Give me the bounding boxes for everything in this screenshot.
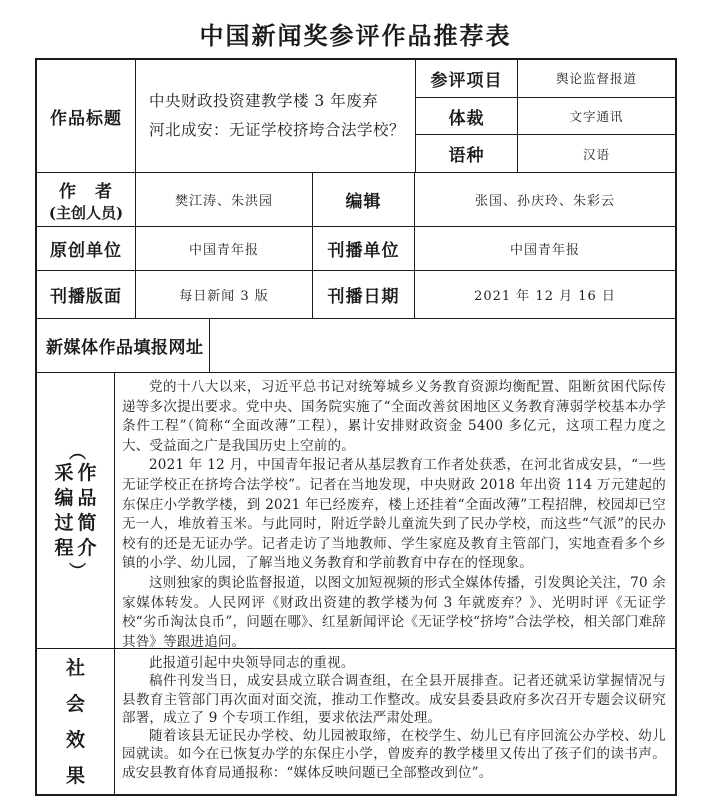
row-new-media-url (37, 318, 675, 372)
original-unit-value: 中国青年报 (135, 227, 312, 270)
author-label-line1: 作 者 (59, 181, 113, 202)
recommendation-form-table (35, 58, 677, 796)
social-paragraph-1: 此报道引起中央领导同志的重视。 (149, 655, 355, 671)
social-effect-label-cell (37, 649, 114, 794)
summary-paragraph-1: 党的十八大以来，习近平总书记对统筹城乡义务教育资源均衡配置、阻断贫困代际传递等多次提出要求。党中央、国务院实施了“全面改善贫困地区义务教育薄弱学校基本办学条件工程”（简称“全面改薄”工程），累计安排财政资金 5400 多亿元，这项工程力度之大、受益面之广是我国历史上空前的。 (122, 379, 666, 454)
author-label (37, 173, 135, 226)
row-entry-category (416, 60, 675, 97)
social-paragraph-2: 稿件刊发当日，成安县成立联合调查组，在全县开展排查。记者还就采访掌握情况与县教育主管部门再次面对面交流，推动工作整改。成安县委县政府多次召开专题会议研究部署，成立了 9 个专项工作组，要求依法严肃处理。 (122, 673, 666, 726)
row-language (416, 134, 675, 172)
publish-unit-label: 刊播单位 (312, 227, 414, 270)
row-work-title (37, 60, 675, 172)
row-units (37, 226, 675, 270)
genre-value: 文字通讯 (517, 98, 675, 135)
author-label-line2: (主创人员) (48, 203, 124, 222)
summary-paragraph-2: 2021 年 12 月，中国青年报记者从基层教育工作者处获悉，在河北省成安县，“一些无证学校正在挤垮合法学校”。记者在当地发现，中央财政 2018 年出资 114 万元建起的东保庄小学教学楼，到 2021 年已经废弃，楼上还挂着“全面改薄”工程招牌，校园却已空无一人，堆放着玉米。与此同时，附近学龄儿童流失到了民办学校，而这些“气派”的民办校有的还是无证办学。记者走访了当地教师、学生家庭及教育主管部门，实地查看多个乡镇的小学、幼儿园，了解当地义务教育和学前教育中存在的怪现象。 (122, 457, 666, 572)
social-effect-paragraphs (122, 654, 666, 782)
summary-content (114, 373, 675, 648)
row-genre (416, 97, 675, 135)
summary-label-columns (53, 461, 98, 561)
new-media-url-label: 新媒体作品填报网址 (46, 338, 204, 358)
summary-label (37, 373, 114, 648)
entry-category-value: 舆论监督报道 (517, 60, 675, 97)
publish-date-label: 刊播日期 (312, 271, 414, 318)
publish-date-value: 2021 年 12 月 16 日 (414, 271, 675, 318)
work-title-line2: 河北成安：无证学校挤垮合法学校？ (149, 121, 406, 139)
row-page-date (37, 270, 675, 318)
entry-category-label: 参评项目 (430, 70, 503, 91)
editor-label: 编辑 (312, 173, 414, 226)
editor-value: 张国、孙庆玲、朱彩云 (414, 173, 675, 226)
page-title: 中国新闻奖参评作品推荐表 (199, 21, 512, 50)
close-paren: ） (66, 561, 86, 579)
social-effect-content (114, 649, 675, 794)
new-media-url-value (209, 319, 675, 372)
author-value: 樊江涛、朱洪园 (135, 173, 312, 226)
publish-page-label: 刊播版面 (50, 287, 122, 307)
work-title-label: 作品标题 (50, 108, 122, 129)
summary-label-col-intro: 作品简介 (77, 461, 97, 559)
row-author-editor (37, 172, 675, 226)
row-summary (37, 372, 675, 648)
summary-paragraph-3: 这则独家的舆论监督报道，以图文加短视频的形式全媒体传播，引发舆论关注，70 余家媒体转发。人民网评《财政出资建的教学楼为何 3 年就废弃？》、光明时评《无证学校“劣币淘汰良币”，问题在哪》、红星新闻评论《无证学校“挤垮”合法学校，相关部门难辞其咎》等跟进追问。 (122, 574, 666, 650)
genre-label: 体裁 (448, 108, 485, 129)
publish-unit-value: 中国青年报 (414, 227, 675, 270)
publish-page-value: 每日新闻 3 版 (135, 271, 312, 318)
work-title-line1: 中央财政投资建教学楼 3 年废弃 (149, 92, 379, 110)
summary-label-col-process: 采编过程 (54, 461, 74, 559)
open-paren: （ (66, 442, 86, 460)
social-paragraph-3: 随着该县无证民办学校、幼儿园被取缔，在校学生、幼儿已有序回流公办学校、幼儿园就读。如今在已恢复办学的东保庄小学，曾废弃的教学楼里又传出了孩子们的读书声。成安县教育体育局通报称：“媒体反映问题已全部整改到位”。 (122, 728, 666, 781)
summary-vertical-label (53, 442, 98, 579)
original-unit-label: 原创单位 (50, 241, 122, 261)
category-group (415, 60, 675, 172)
social-effect-label: 社会效果 (65, 656, 85, 787)
language-label: 语种 (448, 146, 485, 167)
summary-paragraphs (122, 378, 666, 652)
language-value: 汉语 (517, 135, 675, 172)
work-title-value (135, 60, 415, 172)
row-social-effect (37, 648, 675, 794)
